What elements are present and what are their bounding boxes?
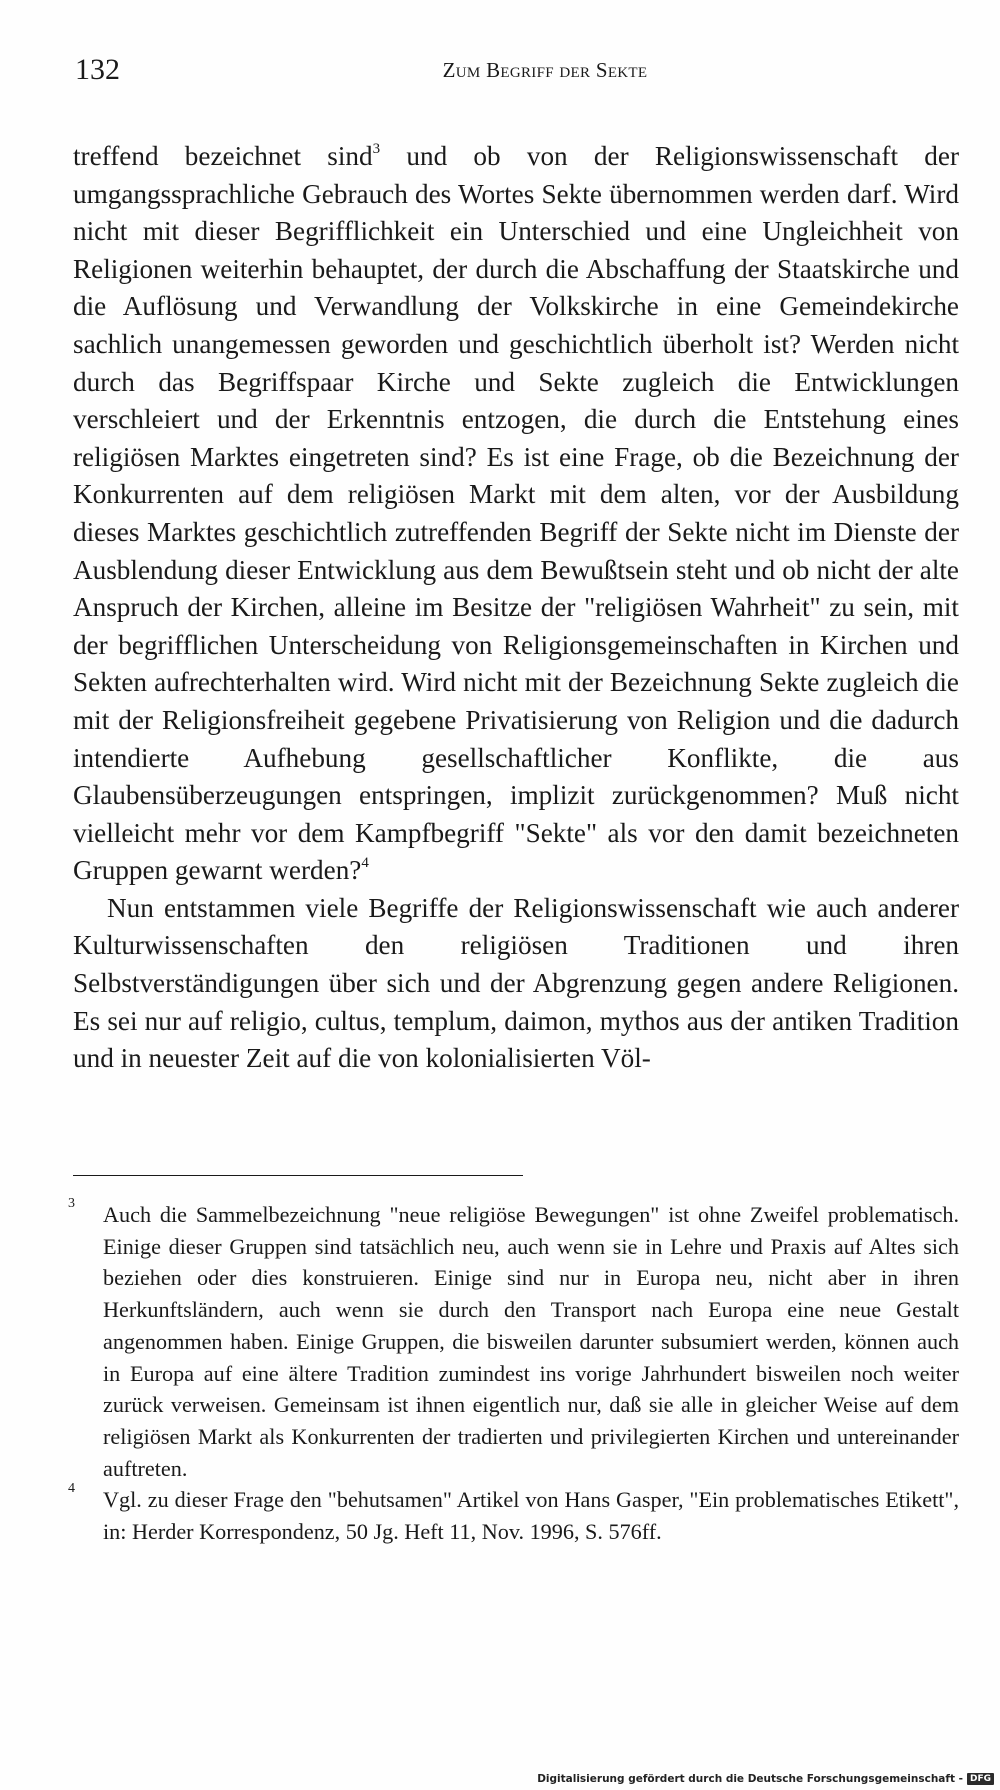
running-head	[75, 50, 955, 90]
main-text	[73, 138, 959, 1078]
footnote-number: 4	[68, 1481, 75, 1497]
paragraph-text: treffend bezeichnet sind	[73, 141, 373, 171]
running-title: Zum Begriff der Sekte	[442, 58, 648, 82]
footnote	[68, 1481, 959, 1547]
footnote-reference: 4	[361, 855, 369, 872]
footnote-reference: 3	[372, 141, 381, 157]
footnote	[68, 1196, 959, 1484]
digitization-banner	[537, 1771, 994, 1787]
footnote-number: 3	[68, 1196, 75, 1211]
dfg-logo-icon: DFG	[967, 1773, 994, 1785]
paragraph-text: und ob von der Religionswissenschaft der umgangssprachliche Gebrauch des Wortes Sekte übernommen werden darf. Wird nicht mit dieser Begrifflichkeit ein Unterschied und eine Ungleichheit von Religionen weiterhin behauptet, der durch die Abschaffung der Staatskirche und die Auflösung und Verwandlung der Volkskirche in eine Gemeindekirche sachlich unangemessen geworden und geschichtlich überholt ist? Werden nicht durch das Begriffspaar Kirche und Sekte zugleich die Entwicklungen verschleiert und der Erkenntnis entzogen, die durch die Entstehung eines religiösen Marktes eingetreten sind? Es ist eine Frage, ob die Bezeichnung der Konkurrenten auf dem religiösen Markt mit dem alten, vor der Ausbildung dieses Marktes geschichtlich zutreffenden Begriff der Sekte nicht im Dienste der Ausblendung dieser Entwicklung aus dem Bewußtsein steht und ob nicht der alte Anspruch der Kirchen, alleine im Besitze der "religiösen Wahrheit" zu sein, mit der begrifflichen Unterscheidung von Religionsgemeinschaften in Kirchen und Sekten aufrechterhalten wird. Wird nicht mit der Bezeichnung Sekte zugleich die mit der Religionsfreiheit gegebene Privatisierung von Religion und die dadurch intendierte Aufhebung gesellschaftlicher Konflikte, die aus Glaubensüberzeugungen entspringen, implizit zurückgenommen? Muß nicht vielleicht mehr vor dem Kampfbegriff "Sekte" als vor den damit bezeichneten Gruppen gewarnt werden?	[73, 141, 960, 886]
footnote-text: Vgl. zu dieser Frage den "behutsamen" Artikel von Hans Gasper, "Ein problematisches Etikett", in: Herder Korrespondenz, 50 Jg. Heft 11, Nov. 1996, S. 576ff.	[103, 1487, 959, 1545]
footnotes	[68, 1196, 959, 1548]
footnote-separator	[73, 1175, 523, 1176]
banner-text: Digitalisierung gefördert durch die Deutsche Forschungsgemeinschaft -	[537, 1773, 963, 1785]
page-number: 132	[75, 53, 120, 86]
paragraph: Nun entstammen viele Begriffe der Religionswissenschaft wie auch anderer Kulturwissenschaften den religiösen Traditionen und ihren Selbstverständigungen über sich und der Abgrenzung gegen andere Religionen. Es sei nur auf religio, cultus, templum, daimon, mythos aus der antiken Tradition und in neuester Zeit auf die von kolonialisierten Völ-	[73, 892, 959, 1074]
paragraph	[73, 138, 959, 890]
footnote-text: Auch die Sammelbezeichnung "neue religiöse Bewegungen" ist ohne Zweifel problematisch. Einige dieser Gruppen sind tatsächlich neu, auch wenn sie in Lehre und Praxis auf Altes sich beziehen oder dies konstruieren. Einige sind nur in Europa neu, nicht aber in ihren Herkunftsländern, auch wenn sie durch den Transport nach Europa eine neue Gestalt angenommen haben. Einige Gruppen, die bisweilen darunter subsumiert werden, können auch in Europa auf eine ältere Tradition zumindest ins vorige Jahrhundert bisweilen noch weiter zurück verweisen. Gemeinsam ist ihnen eigentlich nur, daß sie alle in gleicher Weise auf dem religiösen Markt als Konkurrenten der tradierten und privilegierten Kirchen und untereinander auftreten.	[103, 1202, 959, 1481]
